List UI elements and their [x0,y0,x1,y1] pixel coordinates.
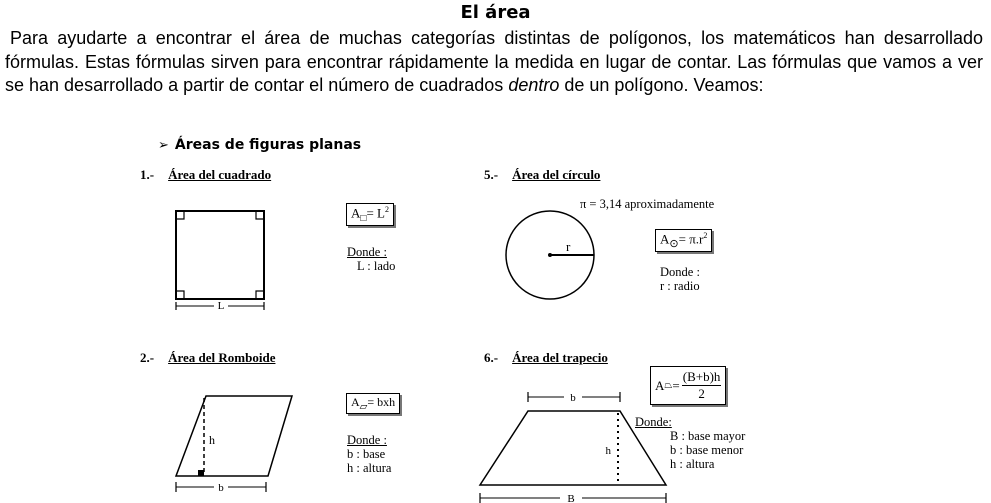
trapezoid-section-title [484,350,608,366]
square-diagram [170,205,275,315]
trapezoid-legend-line: B : base mayor [670,429,746,443]
rhomboid-formula: $A_▱=$ bxh [346,393,400,414]
circle-section-title [484,167,600,183]
square-shape [176,211,264,299]
square-donde: Donde : [347,245,387,259]
square-side-label: L [217,300,225,312]
section-heading-text: Áreas de figuras planas [174,137,362,153]
arrow-bullet-icon: ➢ [158,138,169,153]
rhomboid-h-label: h [209,433,215,447]
trapezoid-h-label: h [605,445,611,457]
rhomboid-section-title [140,350,275,366]
circle-diagram [500,208,605,308]
circle-title: Área del círculo [512,167,601,182]
trapezoid-b-label: b [570,392,576,404]
rhomboid-legend-line: b : base [347,447,386,461]
rhomboid-diagram [170,390,300,495]
trapezoid-legend [635,415,745,471]
trapezoid-number: 6.- [484,350,499,365]
radius-label: r [566,239,571,254]
page-title: El área [460,2,531,23]
circle-formula: $A_⊙= \pi.r^2$ [655,229,712,252]
square-legend-line: L : lado [357,259,396,273]
square-formula: $A_□= L^2$ [346,203,394,226]
circle-number: 5.- [484,167,499,182]
rhomboid-donde: Donde : [347,433,387,447]
right-angle-mark [176,291,184,299]
trapezoid-denominator: 2 [698,386,705,401]
trapezoid-donde: Donde: [635,415,672,429]
right-angle-mark [198,470,204,476]
intro-text-end: de un polígono. Veamos: [559,75,764,95]
intro-emphasis: dentro [508,75,560,95]
square-number: 1.- [140,167,155,182]
pi-note: π = 3,14 aproximadamente [580,197,715,211]
intro-text-start: Para ayudarte a encontrar el área de muchas categorías distintas de polígonos, los matemáticos han desarrollado fórmulas. Estas fórmulas sirven para encontrar rápidamente la medida en lugar de contar. Las fórmulas que vamos a ver se han desarrollado a partir de contar el número de cuadrados [5,28,983,95]
rhomboid-legend [347,433,391,475]
rhomboid-shape [176,396,292,476]
rhomboid-number: 2.- [140,350,155,365]
section-heading [158,137,361,153]
trapezoid-legend-line: b : base menor [670,443,744,457]
circle-donde: Donde : [660,265,700,279]
circle-legend-line: r : radio [660,279,700,293]
trapezoid-legend-line: h : altura [670,457,715,471]
right-angle-mark [256,211,264,219]
trapezoid-title: Área del trapecio [512,350,608,365]
square-title: Área del cuadrado [168,167,272,182]
right-angle-mark [176,211,184,219]
rhomboid-b-label: b [218,482,224,494]
square-legend [347,245,395,273]
trapezoid-numerator: (B+b)h [682,369,721,384]
trapezoid-B-label: B [567,493,575,503]
rhomboid-title: Área del Romboide [168,350,276,365]
square-section-title [140,167,271,183]
circle-legend [660,265,700,293]
trapezoid-formula: A ⏢ = $\frac{(B+b)h}{2}$ [650,366,726,405]
right-angle-mark [256,291,264,299]
intro-paragraph [5,27,983,98]
rhomboid-legend-line: h : altura [347,461,392,475]
